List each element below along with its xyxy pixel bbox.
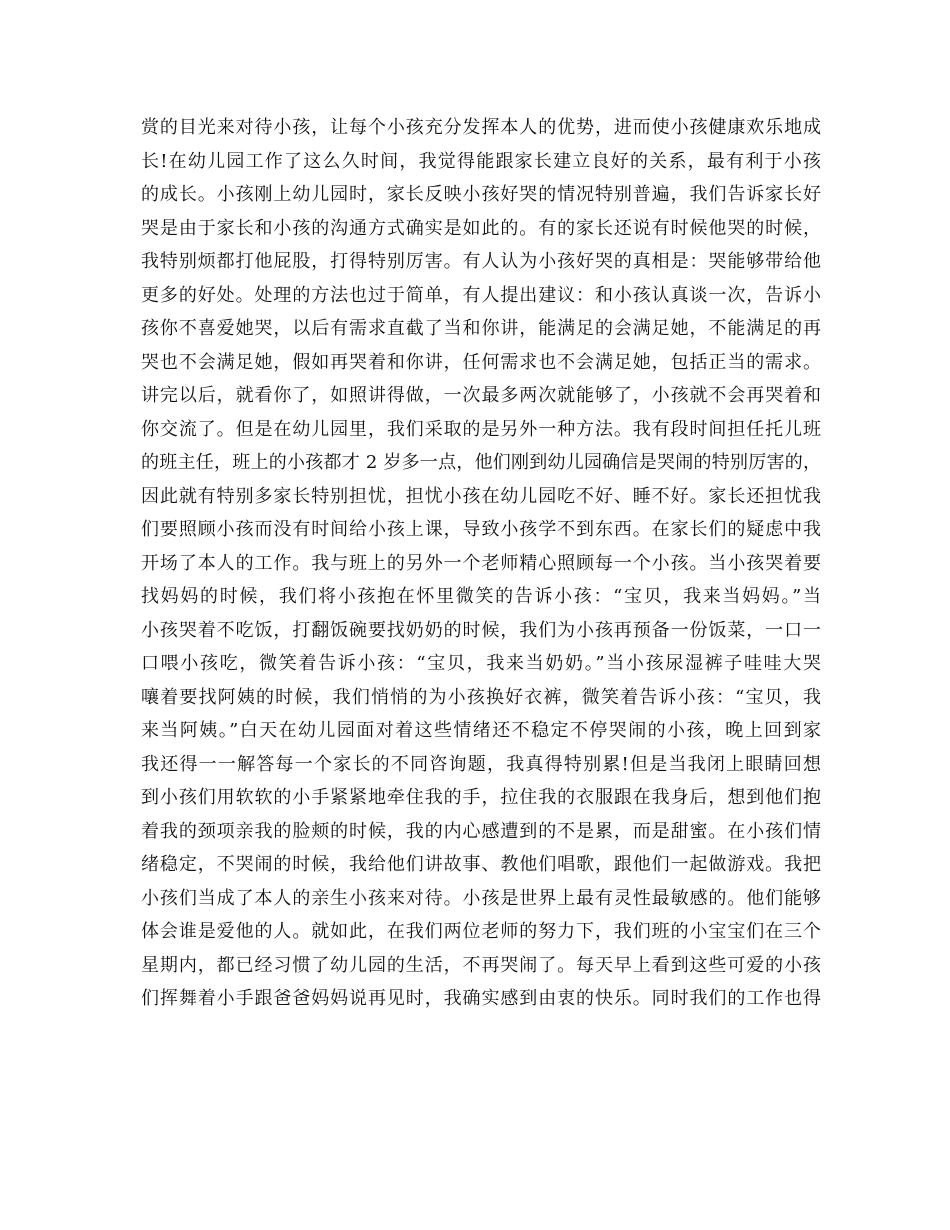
text-line: 口喂小孩吃，微笑着告诉小孩：“宝贝，我来当奶奶。”当小孩尿湿裤子哇哇大哭 [141, 653, 821, 674]
text-line: 哭也不会满足她，假如再哭着和你讲，任何需求也不会满足她，包括正当的需求。 [141, 351, 821, 373]
text-line: 嚷着要找阿姨的时候，我们悄悄的为小孩换好衣裤，微笑着告诉小孩：“宝贝，我 [141, 686, 821, 708]
text-line: 体会谁是爱他的人。就如此，在我们两位老师的努力下，我们班的小宝宝们在三个 [141, 921, 821, 942]
text-line: 小孩哭着不吃饭，打翻饭碗要找奶奶的时候，我们为小孩再预备一份饭菜，一口一 [141, 619, 821, 641]
text-line: 长!在幼儿园工作了这么久时间，我觉得能跟家长建立良好的关系，最有利于小孩 [141, 150, 821, 172]
text-line: 开场了本人的工作。我与班上的另外一个老师精心照顾每一个小孩。当小孩哭着要 [141, 552, 821, 574]
text-line: 哭是由于家长和小孩的沟通方式确实是如此的。有的家长还说有时候他哭的时候， [141, 217, 821, 239]
text-line: 到小孩们用软软的小手紧紧地牵住我的手，拉住我的衣服跟在我身后，想到他们抱 [141, 787, 821, 808]
text-line: 星期内，都已经习惯了幼儿园的生活，不再哭闹了。每天早上看到这些可爱的小孩 [141, 954, 821, 976]
text-line: 更多的好处。处理的方法也过于简单，有人提出建议：和小孩认真谈一次，告诉小 [141, 284, 821, 306]
text-line: 孩你不喜爱她哭，以后有需求直截了当和你讲，能满足的会满足她，不能满足的再 [141, 318, 821, 339]
text-line: 的成长。小孩刚上幼儿园时，家长反映小孩好哭的情况特别普遍，我们告诉家长好 [141, 184, 821, 205]
text-line: 们挥舞着小手跟爸爸妈妈说再见时，我确实感到由衷的快乐。同时我们的工作也得 [141, 988, 821, 1009]
text-line: 因此就有特别多家长特别担忧，担忧小孩在幼儿园吃不好、睡不好。家长还担忧我 [141, 485, 821, 507]
text-line: 我还得一一解答每一个家长的不同咨询题，我真得特别累!但是当我闭上眼睛回想 [141, 753, 821, 775]
text-line: 来当阿姨。”白天在幼儿园面对着这些情绪还不稳定不停哭闹的小孩，晚上回到家 [141, 720, 821, 741]
text-line: 找妈妈的时候，我们将小孩抱在怀里微笑的告诉小孩：“宝贝，我来当妈妈。”当 [141, 586, 821, 607]
text-line: 赏的目光来对待小孩，让每个小孩充分发挥本人的优势，进而使小孩健康欢乐地成 [141, 117, 821, 138]
text-line: 我特别烦都打他屁股，打得特别厉害。有人认为小孩好哭的真相是：哭能够带给他 [141, 251, 821, 272]
text-line: 着我的颈项亲我的脸颊的时候，我的内心感遭到的不是累，而是甜蜜。在小孩们情 [141, 820, 821, 842]
text-line: 的班主任，班上的小孩都才 2 岁多一点，他们刚到幼儿园确信是哭闹的特别厉害的， [141, 452, 821, 473]
body-text [141, 111, 821, 1016]
text-line: 们要照顾小孩而没有时间给小孩上课，导致小孩学不到东西。在家长们的疑虑中我 [141, 519, 821, 540]
text-line: 你交流了。但是在幼儿园里，我们采取的是另外一种方法。我有段时间担任托儿班 [141, 418, 821, 440]
text-line: 小孩们当成了本人的亲生小孩来对待。小孩是世界上最有灵性最敏感的。他们能够 [141, 887, 821, 909]
text-line: 绪稳定，不哭闹的时候，我给他们讲故事、教他们唱歌，跟他们一起做游戏。我把 [141, 854, 821, 875]
text-line: 讲完以后，就看你了，如照讲得做，一次最多两次就能够了，小孩就不会再哭着和 [141, 385, 821, 406]
